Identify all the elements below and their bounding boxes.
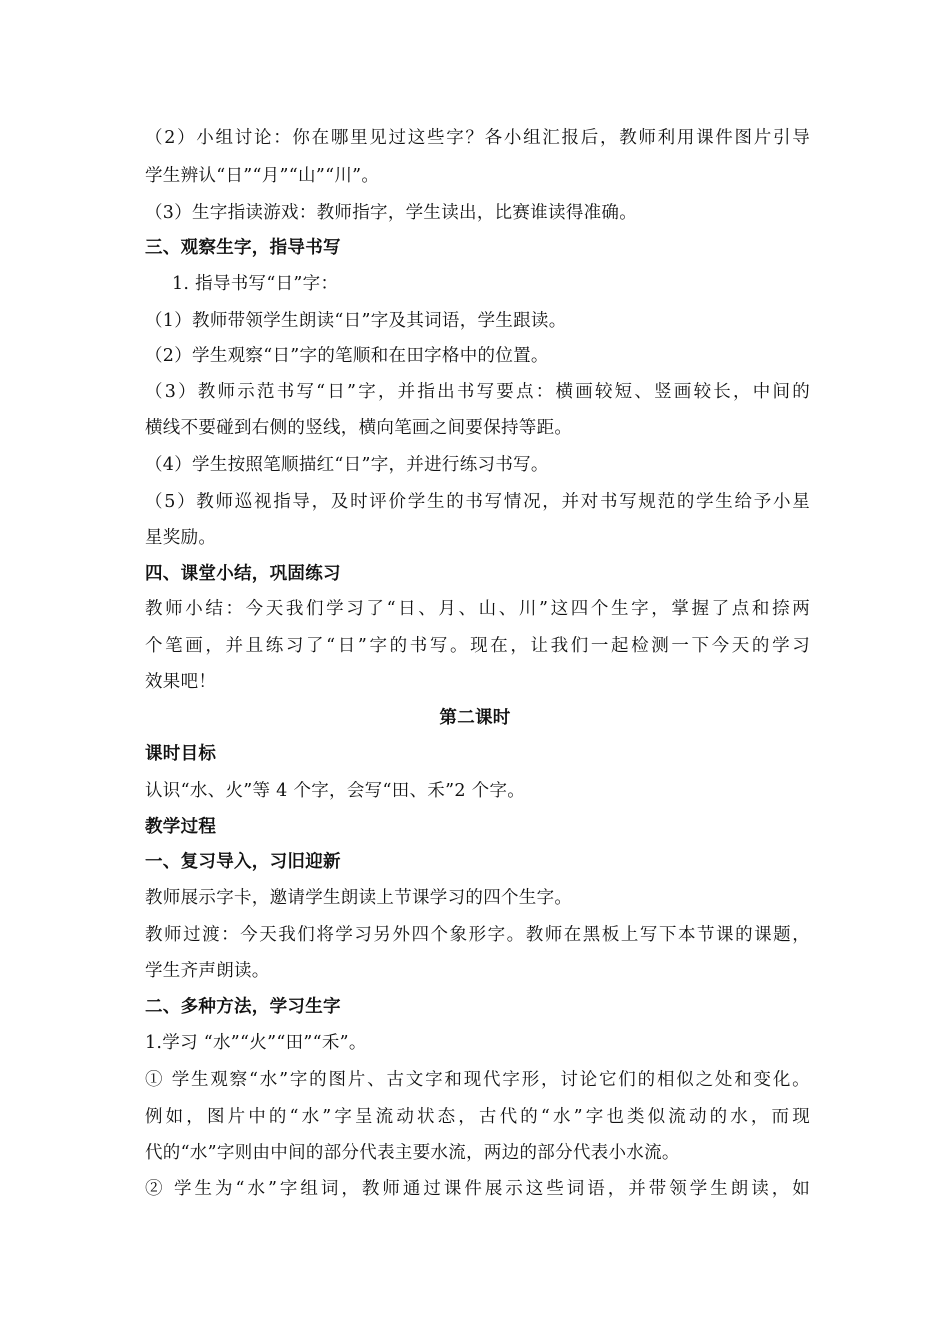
text-line: 教师小结：今天我们学习了“日、月、山、川”这四个生字，掌握了点和捺两 xyxy=(145,599,810,619)
text-line: 横线不要碰到右侧的竖线，横向笔画之间要保持等距。 xyxy=(145,418,573,438)
text-line: （3）教师示范书写“日”字，并指出书写要点：横画较短、竖画较长，中间的 xyxy=(145,382,810,402)
text-line: 1. 指导书写“日”字： xyxy=(172,274,339,294)
section-heading: 三、观察生字，指导书写 xyxy=(145,238,341,258)
text-line: （3）生字指读游戏：教师指字，学生读出，比赛谁读得准确。 xyxy=(145,203,638,223)
lesson-title: 第二课时 xyxy=(439,708,511,728)
section-heading: 四、课堂小结，巩固练习 xyxy=(145,564,341,584)
text-line: 个笔画，并且练习了“日”字的书写。现在，让我们一起检测一下今天的学习 xyxy=(145,636,810,656)
text-line: 教师展示字卡，邀请学生朗读上节课学习的四个生字。 xyxy=(145,888,573,908)
section-heading: 二、多种方法，学习生字 xyxy=(145,997,341,1017)
text-line: 1.学习 “水”“火”“田”“禾”。 xyxy=(145,1033,367,1053)
text-line: ② 学生为“水”字组词，教师通过课件展示这些词语，并带领学生朗读，如 xyxy=(145,1179,810,1199)
text-line: 教师过渡：今天我们将学习另外四个象形字。教师在黑板上写下本节课的课题， xyxy=(145,925,810,945)
text-line: （4）学生按照笔顺描红“日”字，并进行练习书写。 xyxy=(145,455,549,475)
section-heading: 一、复习导入，习旧迎新 xyxy=(145,852,341,872)
section-heading: 教学过程 xyxy=(145,817,217,837)
text-line: ① 学生观察“水”字的图片、古文字和现代字形，讨论它们的相似之处和变化。 xyxy=(145,1070,810,1090)
section-heading: 课时目标 xyxy=(145,744,217,764)
text-line: 代的“水”字则由中间的部分代表主要水流，两边的部分代表小水流。 xyxy=(145,1143,680,1163)
text-line: 学生齐声朗读。 xyxy=(145,961,270,981)
text-line: 认识“水、火”等 4 个字，会写“田、禾”2 个字。 xyxy=(145,781,526,801)
text-line: （1）教师带领学生朗读“日”字及其词语，学生跟读。 xyxy=(145,311,567,331)
text-line: （5）教师巡视指导，及时评价学生的书写情况，并对书写规范的学生给予小星 xyxy=(145,492,810,512)
text-line: 星奖励。 xyxy=(145,528,217,548)
text-line: （2）小组讨论：你在哪里见过这些字？各小组汇报后，教师利用课件图片引导 xyxy=(145,128,810,148)
text-line: （2）学生观察“日”字的笔顺和在田字格中的位置。 xyxy=(145,346,549,366)
text-line: 学生辨认“日”“月”“山”“川”。 xyxy=(145,166,380,186)
text-line: 效果吧！ xyxy=(145,672,217,692)
text-line: 例如，图片中的“水”字呈流动状态，古代的“水”字也类似流动的水，而现 xyxy=(145,1107,810,1127)
